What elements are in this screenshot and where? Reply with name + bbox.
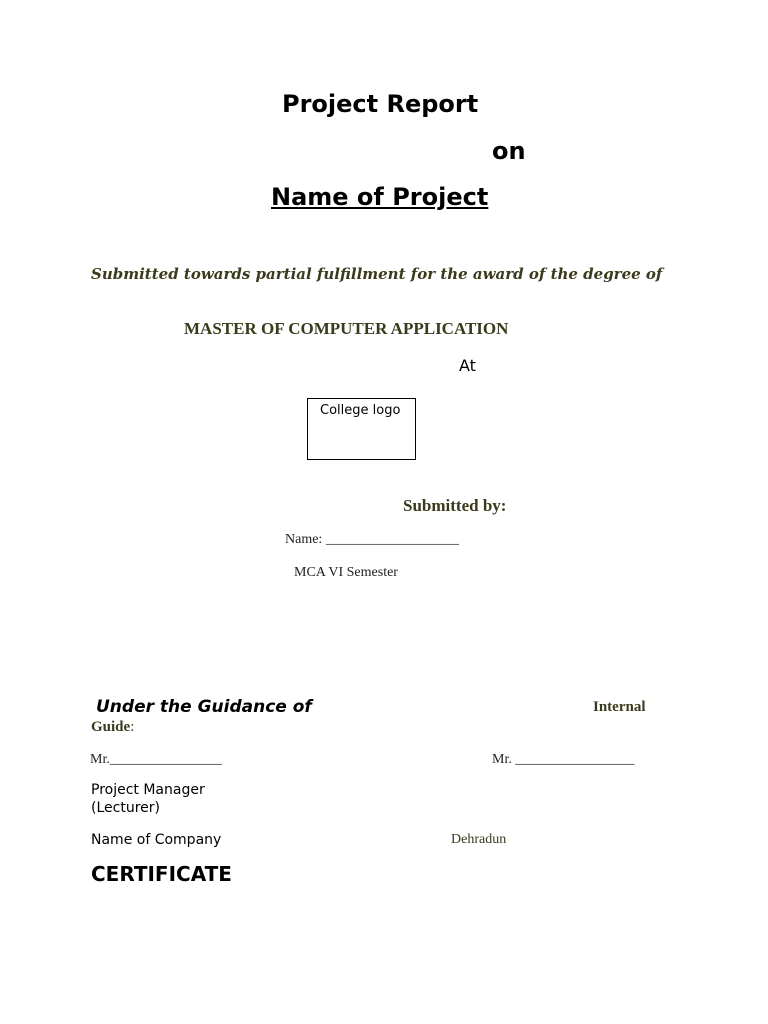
guide-label xyxy=(91,719,134,736)
submitted-towards-text: Submitted towards partial fulfillment for the award of the degree of xyxy=(91,265,663,283)
guide-colon: : xyxy=(130,719,135,735)
college-logo-label: College logo xyxy=(320,403,401,418)
internal-word: Internal xyxy=(593,699,646,715)
city-label: Dehradun xyxy=(451,832,507,847)
internal-guide-name-line: Mr. _________________ xyxy=(492,752,635,767)
project-manager-name-line: Mr.________________ xyxy=(90,752,222,767)
college-logo-placeholder xyxy=(307,398,416,460)
report-title: Project Report xyxy=(282,90,479,118)
degree-title: MASTER OF COMPUTER APPLICATION xyxy=(184,319,509,338)
semester-text: MCA VI Semester xyxy=(294,565,398,580)
guide-word: Guide xyxy=(91,719,131,735)
company-name-label: Name of Company xyxy=(91,832,222,848)
on-word: on xyxy=(492,137,526,165)
lecturer-label: (Lecturer) xyxy=(91,800,160,816)
at-word: At xyxy=(459,356,476,375)
project-manager-label: Project Manager xyxy=(91,782,205,798)
student-name-line: Name: ___________________ xyxy=(285,532,459,547)
project-name: Name of Project xyxy=(271,183,489,211)
guidance-heading: Under the Guidance of xyxy=(96,697,312,717)
certificate-heading: CERTIFICATE xyxy=(91,862,232,886)
submitted-by-heading: Submitted by: xyxy=(403,496,507,515)
